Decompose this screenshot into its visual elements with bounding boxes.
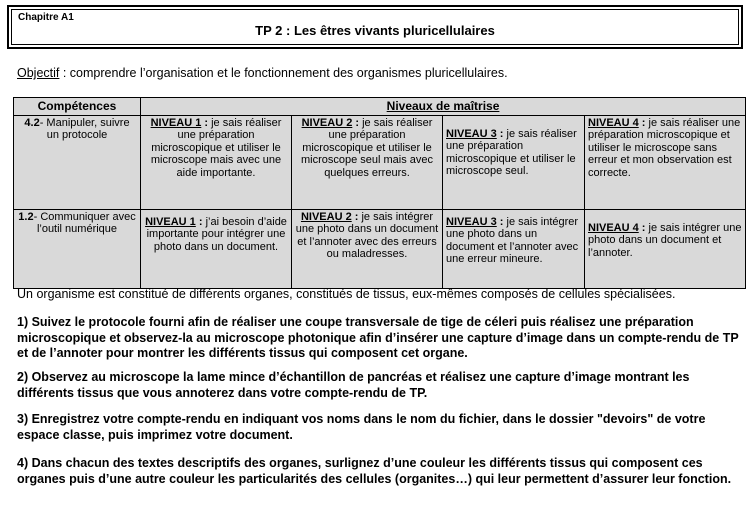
level-label: NIVEAU 3 <box>446 215 497 228</box>
level-text: je sais réaliser une préparation microscopique et utiliser le microscope sans erreur et mon observation est correcte. <box>588 116 741 179</box>
level-sep: : <box>638 221 649 234</box>
level-text: je sais réaliser une préparation microscopique et utiliser le microscope seul. <box>446 127 577 177</box>
level-label: NIVEAU 2 <box>301 116 353 129</box>
level-label: NIVEAU 1 <box>145 215 196 228</box>
competence-cell <box>14 115 141 209</box>
level-sep: : <box>351 210 362 223</box>
intro-paragraph: Un organisme est constitué de différents organes, constitués de tissus, eux-mêmes composés de cellules spécialisées. <box>17 287 676 301</box>
objective-label: Objectif <box>17 66 60 80</box>
level-text: je sais intégrer une photo dans un document et l’annoter. <box>588 221 742 259</box>
table-header-row <box>14 98 746 116</box>
level-text: je sais réaliser une préparation microscopique et utiliser le microscope seul mais avec quelques erreurs. <box>300 116 434 179</box>
competence-text: - Communiquer avec l’outil numérique <box>33 210 136 235</box>
question-2: 2) Observez au microscope la lame mince d’échantillon de pancréas et réalisez une capture d’image montrant les différents tissus que vous annoterez dans votre compte-rendu de TP. <box>17 370 690 400</box>
header-inner-frame <box>11 9 739 45</box>
table-row <box>14 115 746 209</box>
level-text: j’ai besoin d’aide importante pour intégrer une photo dans un document. <box>146 215 287 253</box>
level-text: je sais intégrer une photo dans un document et l’annoter avec une erreur mineure. <box>446 215 579 265</box>
level-sep: : <box>352 116 363 129</box>
level-label: NIVEAU 4 <box>588 221 639 234</box>
competence-code: 1.2 <box>18 210 34 223</box>
competence-code: 4.2 <box>24 116 40 129</box>
level-sep: : <box>496 127 507 140</box>
chapter-label: Chapitre A1 <box>18 12 74 23</box>
question-1: 1) Suivez le protocole fourni afin de réaliser une coupe transversale de tige de céleri puis réalisez une préparation microscopique et observez-la au microscope photonique afin d’insérer une capture d’image dans un compte-rendu de TP et de l’annoter pour montrer les différents tissus qui composent cet organe. <box>17 315 739 360</box>
level-sep: : <box>195 215 206 228</box>
level-text: je sais intégrer une photo dans un document et l’annoter avec des erreurs ou maladresses. <box>295 210 439 260</box>
question-4: 4) Dans chacun des textes descriptifs des organes, surlignez d’une couleur les différents tissus qui composent ces organes puis d’une autre couleur les particularités des cellules (organites…) qui leur permettent d’assurer leur fonction. <box>17 456 732 486</box>
document-header <box>7 5 743 49</box>
skills-table <box>13 97 746 289</box>
objective-line <box>17 66 508 80</box>
level-cell <box>141 209 292 288</box>
table-row <box>14 209 746 288</box>
competence-text: - Manipuler, suivre un protocole <box>39 116 130 141</box>
level-cell <box>141 115 292 209</box>
level-cell <box>292 115 443 209</box>
level-label: NIVEAU 4 <box>588 116 639 129</box>
level-text: je sais réaliser une préparation microscopique et utiliser le microscope mais avec une aide importante. <box>150 116 282 179</box>
level-sep: : <box>201 116 212 129</box>
level-cell <box>443 209 585 288</box>
level-sep: : <box>496 215 507 228</box>
header-levels: Niveaux de maîtrise <box>141 98 746 116</box>
level-label: NIVEAU 3 <box>446 127 497 140</box>
level-cell <box>292 209 443 288</box>
level-cell <box>443 115 585 209</box>
level-label: NIVEAU 1 <box>150 116 202 129</box>
level-cell <box>585 115 746 209</box>
level-label: NIVEAU 2 <box>300 210 352 223</box>
level-sep: : <box>638 116 649 129</box>
objective-text: : comprendre l’organisation et le fonctionnement des organismes pluricellulaires. <box>59 66 508 80</box>
document-title: TP 2 : Les êtres vivants pluricellulaires <box>255 23 495 38</box>
level-cell <box>585 209 746 288</box>
competence-cell <box>14 209 141 288</box>
question-3: 3) Enregistrez votre compte-rendu en indiquant vos noms dans le nom du fichier, dans le dossier "devoirs" de votre espace classe, puis imprimez votre document. <box>17 412 706 442</box>
header-competences: Compétences <box>14 98 141 116</box>
